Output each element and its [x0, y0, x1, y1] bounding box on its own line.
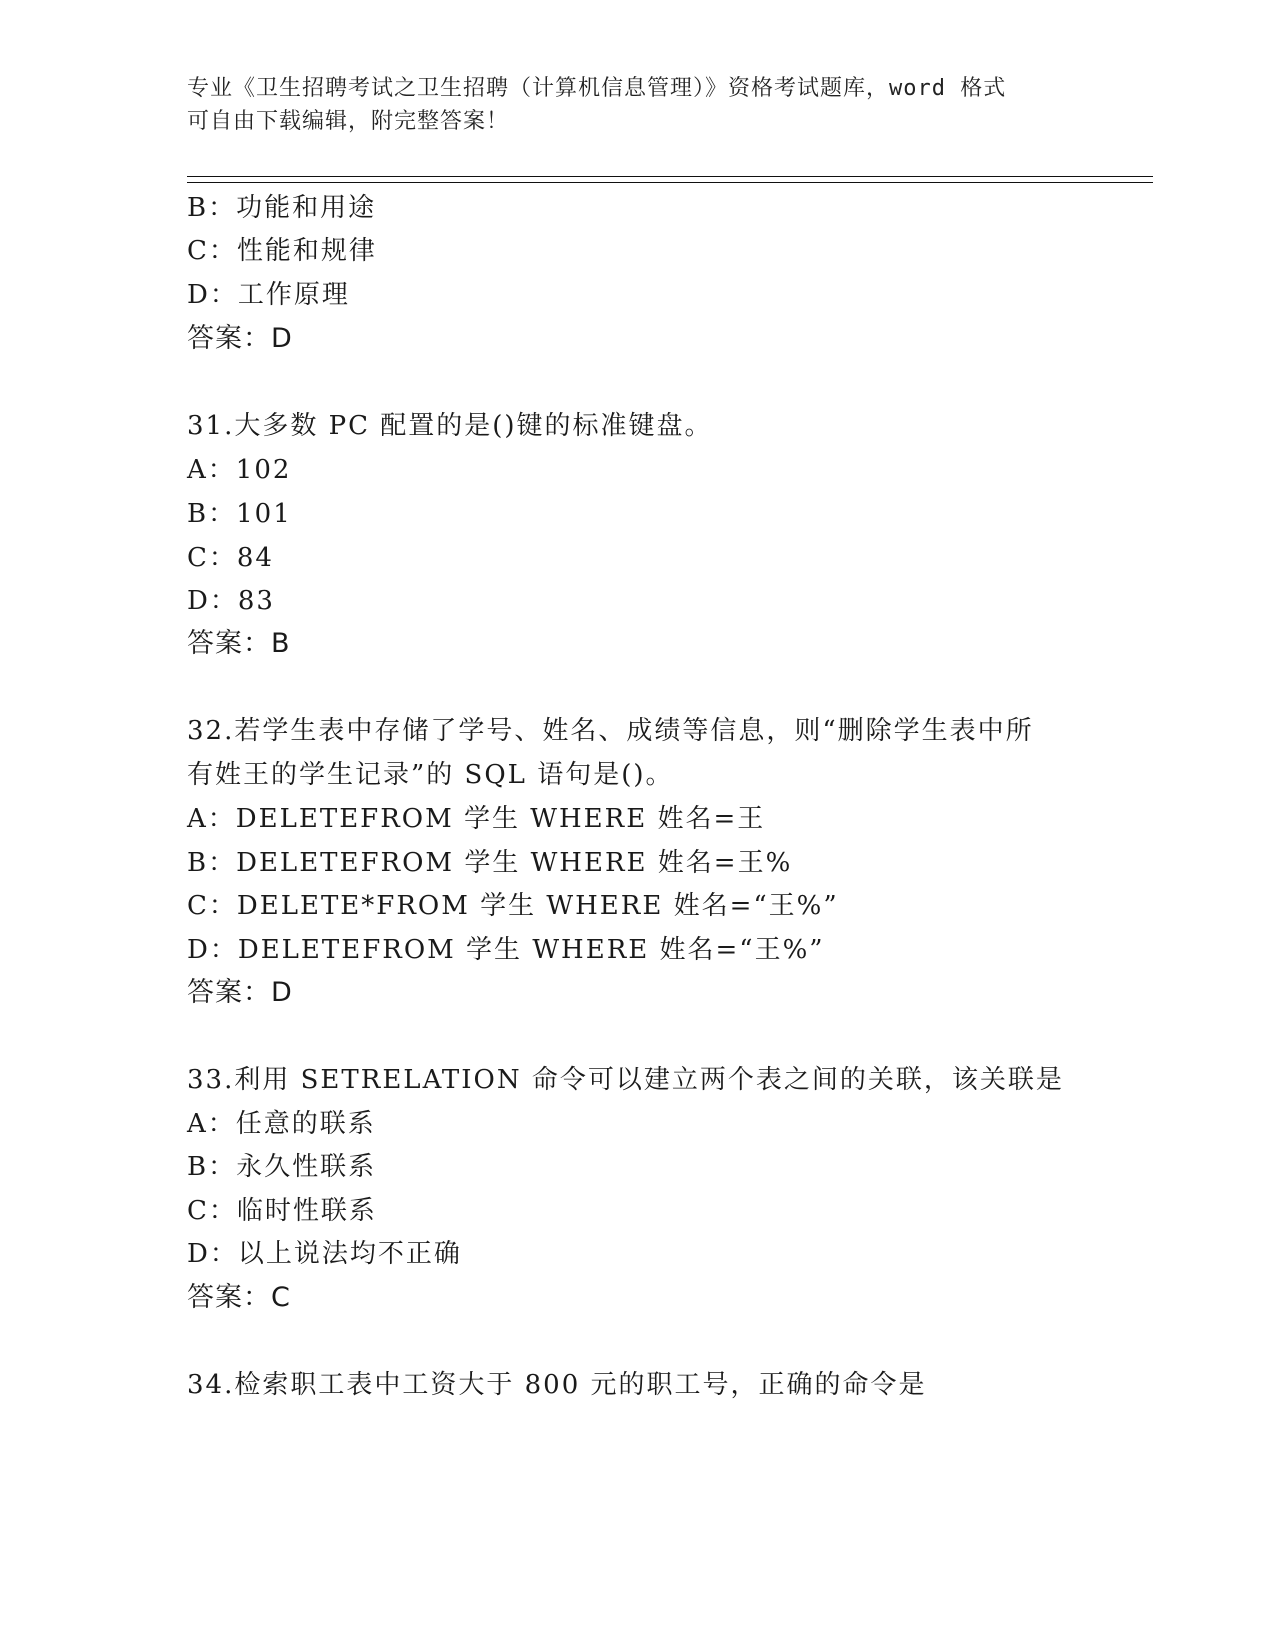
question-33-option-d: D：以上说法均不正确: [187, 1239, 462, 1269]
question-33-option-b: B：永久性联系: [187, 1152, 377, 1182]
header-divider-top: [187, 176, 1153, 177]
question-32-option-b: B：DELETEFROM 学生 WHERE 姓名=王%: [187, 848, 793, 878]
header-line-1: 专业《卫生招聘考试之卫生招聘（计算机信息管理）》资格考试题库，word 格式: [187, 76, 1007, 101]
question-34-stem: 34.检索职工表中工资大于 800 元的职工号，正确的命令是: [187, 1370, 927, 1400]
question-32-stem-line-2: 有姓王的学生记录”的 SQL 语句是()。: [187, 760, 674, 790]
question-32-option-d: D：DELETEFROM 学生 WHERE 姓名=“王%”: [187, 935, 825, 965]
header-line-2: 可自由下载编辑，附完整答案！: [187, 109, 510, 134]
question-31-option-d: D：83: [187, 586, 275, 616]
question-32-option-c: C：DELETE*FROM 学生 WHERE 姓名=“王%”: [187, 891, 839, 921]
question-32-stem-line-1: 32.若学生表中存储了学号、姓名、成绩等信息，则“删除学生表中所: [187, 716, 1034, 746]
question-33-option-a: A：任意的联系: [187, 1109, 376, 1139]
question-33-option-c: C：临时性联系: [187, 1196, 377, 1226]
question-33-stem: 33.利用 SETRELATION 命令可以建立两个表之间的关联，该关联是: [187, 1065, 1064, 1095]
question-32-option-a: A：DELETEFROM 学生 WHERE 姓名=王: [187, 804, 766, 834]
question-31-option-a: A：102: [187, 455, 292, 485]
question-31-answer: 答案：B: [187, 628, 291, 659]
question-31-option-b: B：101: [187, 499, 292, 529]
question-31-option-c: C：84: [187, 543, 274, 573]
option-c: C：性能和规律: [187, 236, 377, 266]
question-31-stem: 31.大多数 PC 配置的是()键的标准键盘。: [187, 411, 713, 441]
question-33-answer: 答案：C: [187, 1282, 291, 1313]
answer-label: 答案：D: [187, 323, 293, 354]
header-divider-bottom: [187, 182, 1153, 183]
option-b: B：功能和用途: [187, 193, 377, 223]
question-32-answer: 答案：D: [187, 977, 293, 1008]
option-d: D：工作原理: [187, 280, 350, 310]
document-header: [187, 72, 1067, 138]
